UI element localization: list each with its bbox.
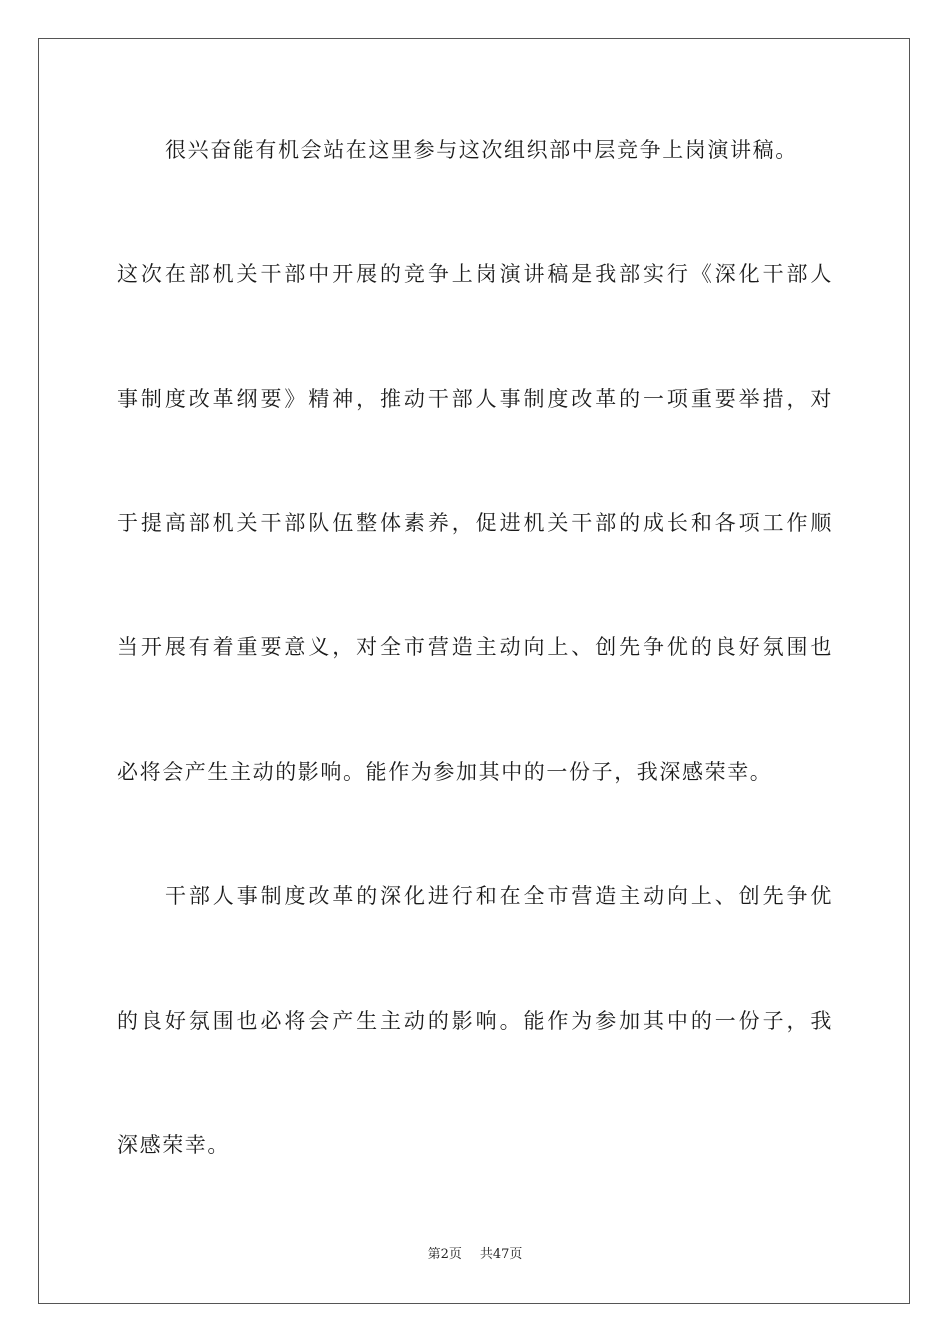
paragraph-2-line-3: 深感荣幸。 bbox=[117, 1133, 230, 1157]
paragraph-2-line-2: 的良好氛围也必将会产生主动的影响。能作为参加其中的一份子，我 bbox=[117, 1009, 833, 1033]
page-number: 第2页 bbox=[427, 1247, 462, 1262]
page-border bbox=[38, 38, 910, 1304]
paragraph-1-line-5: 当开展有着重要意义，对全市营造主动向上、创先争优的良好氛围也 bbox=[117, 635, 833, 659]
paragraph-1-line-3: 事制度改革纲要》精神，推动干部人事制度改革的一项重要举措，对 bbox=[117, 387, 833, 411]
paragraph-1-line-6: 必将会产生主动的影响。能作为参加其中的一份子，我深感荣幸。 bbox=[117, 760, 773, 784]
page-footer bbox=[0, 1246, 950, 1264]
paragraph-1-line-4: 于提高部机关干部队伍整体素养，促进机关干部的成长和各项工作顺 bbox=[117, 511, 833, 535]
paragraph-2-line-1: 干部人事制度改革的深化进行和在全市营造主动向上、创先争优 bbox=[165, 884, 833, 908]
paragraph-1-line-2: 这次在部机关干部中开展的竞争上岗演讲稿是我部实行《深化干部人 bbox=[117, 262, 833, 286]
paragraph-1-line-1: 很兴奋能有机会站在这里参与这次组织部中层竞争上岗演讲稿。 bbox=[165, 138, 798, 162]
page-total: 共47页 bbox=[479, 1247, 523, 1262]
